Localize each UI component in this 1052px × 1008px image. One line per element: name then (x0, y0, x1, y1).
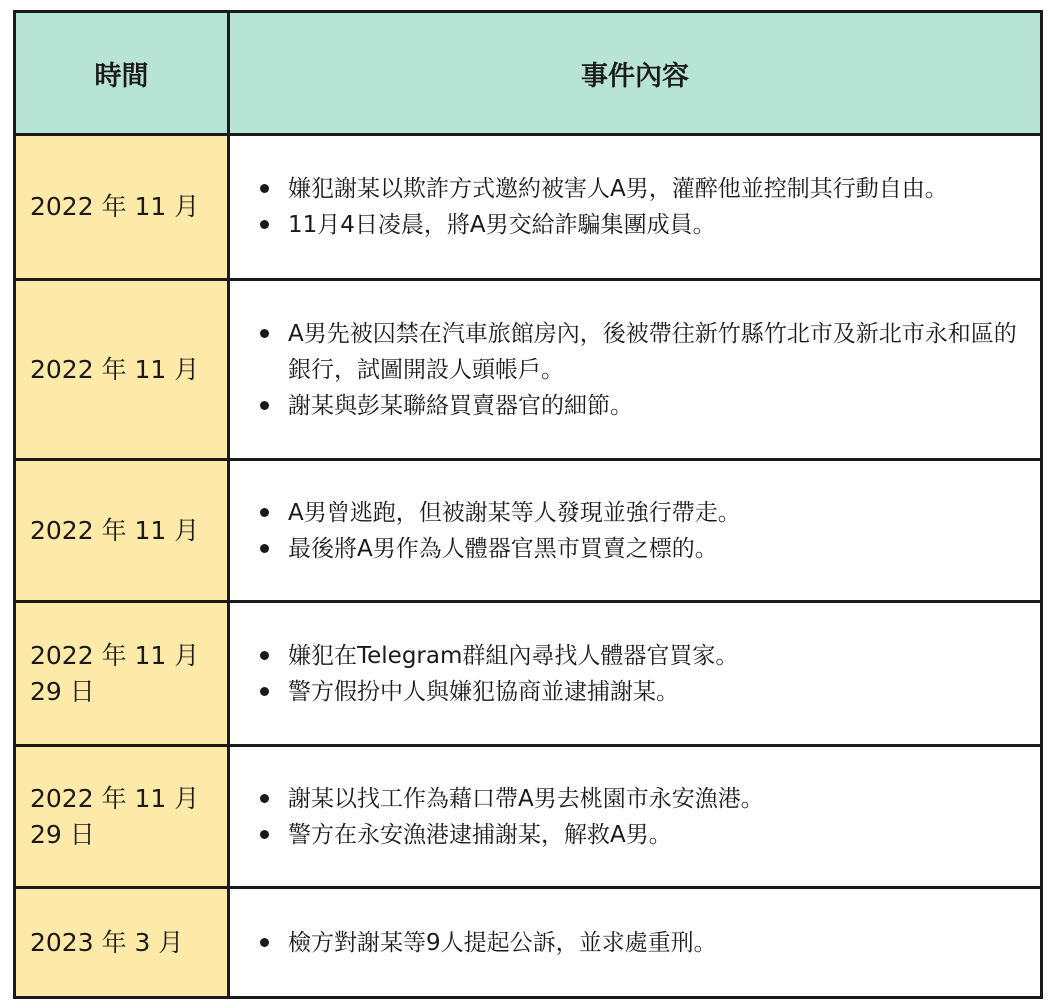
event-item (260, 316, 1026, 388)
event-item (260, 674, 1026, 710)
event-list (260, 638, 1026, 710)
content-cell (229, 135, 1042, 280)
header-row (15, 12, 1042, 135)
table-row (15, 460, 1042, 602)
event-text: 謝某與彭某聯絡買賣器官的細節。 (288, 392, 633, 419)
content-cell (229, 460, 1042, 602)
content-cell (229, 746, 1042, 888)
table-row (15, 746, 1042, 888)
table-row (15, 888, 1042, 998)
event-item (260, 495, 1026, 531)
event-item (260, 388, 1026, 424)
event-text: 嫌犯在Telegram群組內尋找人體器官買家。 (288, 642, 739, 669)
content-cell (229, 888, 1042, 998)
bullet-icon (260, 687, 269, 696)
bullet-icon (260, 830, 269, 839)
bullet-icon (260, 508, 269, 517)
event-list (260, 925, 1026, 961)
table-row (15, 135, 1042, 280)
bullet-icon (260, 329, 269, 338)
bullet-icon (260, 938, 269, 947)
event-text: 11月4日凌晨，將A男交給詐騙集團成員。 (288, 212, 716, 238)
event-text: A男先被囚禁在汽車旅館房內，後被帶往新竹縣竹北市及新北市永和區的銀行，試圖開設人頭帳戶。 (288, 320, 1017, 383)
bullet-icon (260, 544, 269, 553)
bullet-icon (260, 184, 269, 193)
event-text: 最後將A男作為人體器官黑市買賣之標的。 (288, 535, 718, 562)
timeline-table (13, 10, 1043, 999)
event-text: 警方在永安漁港逮捕謝某，解救A男。 (288, 821, 672, 848)
event-item (260, 638, 1026, 674)
event-item (260, 531, 1026, 567)
event-item (260, 171, 1026, 207)
bullet-icon (260, 794, 269, 803)
date-cell: 2022 年 11 月 (15, 280, 229, 460)
event-text: 警方假扮中人與嫌犯協商並逮捕謝某。 (288, 678, 679, 705)
bullet-icon (260, 220, 269, 229)
content-cell (229, 602, 1042, 746)
event-list (260, 316, 1026, 424)
header-time: 時間 (15, 12, 229, 135)
event-text: 嫌犯謝某以欺詐方式邀約被害人A男，灌醉他並控制其行動自由。 (288, 176, 948, 202)
table-row (15, 602, 1042, 746)
event-item (260, 817, 1026, 853)
date-cell: 2022 年 11 月 (15, 460, 229, 602)
event-list (260, 495, 1026, 567)
date-cell: 2022 年 11 月 (15, 135, 229, 280)
bullet-icon (260, 651, 269, 660)
content-cell (229, 280, 1042, 460)
event-item (260, 925, 1026, 961)
header-content: 事件內容 (229, 12, 1042, 135)
event-list (260, 171, 1026, 243)
date-cell: 2022 年 11 月 29 日 (15, 602, 229, 746)
date-cell: 2023 年 3 月 (15, 888, 229, 998)
date-cell: 2022 年 11 月 29 日 (15, 746, 229, 888)
event-text: 檢方對謝某等9人提起公訴，並求處重刑。 (288, 929, 717, 956)
event-item (260, 781, 1026, 817)
event-text: A男曾逃跑，但被謝某等人發現並強行帶走。 (288, 499, 741, 526)
table-row (15, 280, 1042, 460)
event-list (260, 781, 1026, 853)
event-item (260, 207, 1026, 243)
bullet-icon (260, 401, 269, 410)
event-text: 謝某以找工作為藉口帶A男去桃園市永安漁港。 (288, 785, 764, 812)
